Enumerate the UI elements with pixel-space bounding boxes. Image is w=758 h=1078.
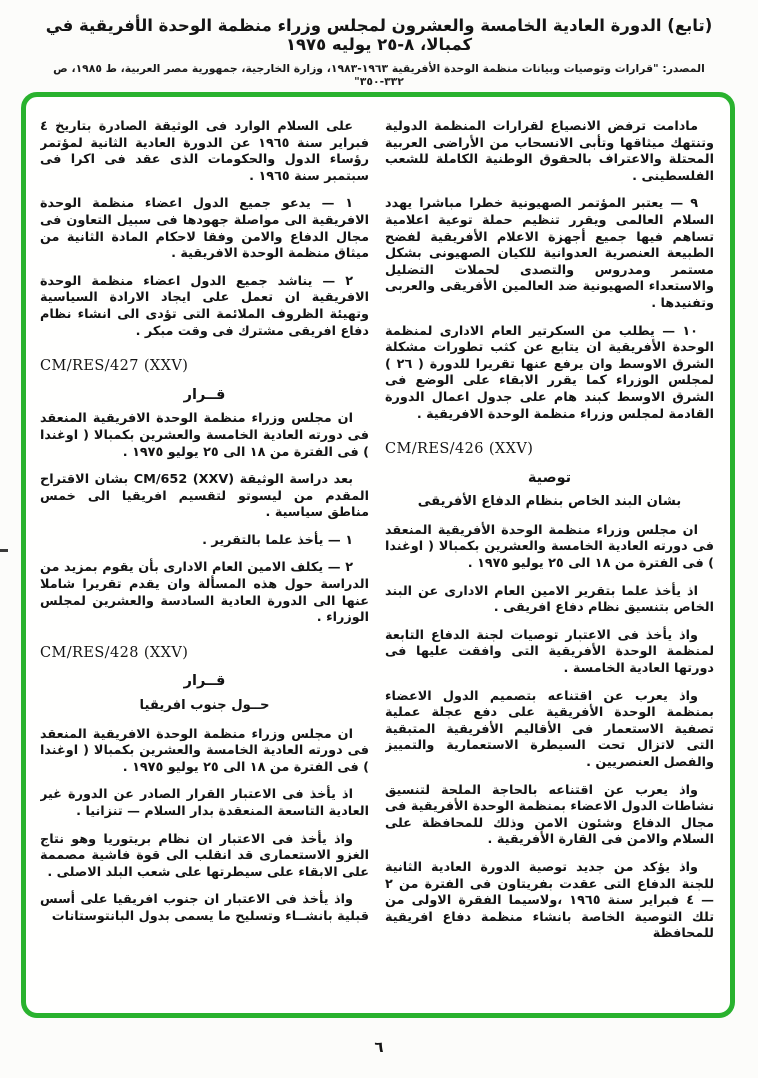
paragraph: ان مجلس وزراء منظمة الوحدة الأفريقية المنعقد فى دورته العادية الخامسة والعشرين بكمبالا ( اوغندا ) فى الفترة من ١٨ الى ٢٥ يوليو ١٩٧٥ .	[385, 522, 714, 572]
paragraph: ان مجلس وزراء منظمة الوحدة الافريقية المنعقد فى دورته العادية الخامسة والعشرين بكمبالا ( اوغندا ) فى الفترة من ١٨ الى ٢٥ يوليو ١٩٧٥ .	[40, 726, 369, 775]
paragraph: ١٠ — يطلب من السكرتير العام الادارى لمنظمة الوحدة الأفريقية ان يتابع عن كثب تطورات مشكلة الشرق الاوسط وان يرفع عنها تقريرا للدورة ( ٢٦ ) لمجلس الوزراء كما يقرر الابقاء على الوضع فى الشرق الاوسط كبند هام على جدول اعمال الدورة القادمة لمجلس وزراء منظمة الوحدة الافريقية .	[385, 323, 714, 422]
section-subheading: حــول جنوب افريقيا	[139, 698, 270, 714]
two-column-layout	[40, 119, 714, 1005]
paragraph: اذ يأخذ فى الاعتبار القرار الصادر عن الدورة غير العادية التاسعة المنعقدة بدار السلام — تنزانيا .	[40, 787, 369, 819]
paragraph: واذ يؤكد من جديد توصية الدورة العادية الثانية للجنة الدفاع التى عقدت بفريتاون فى الفترة من ٢ — ٤ فبراير سنة ١٩٦٥ ،ولاسيما الفقرة الاولى من تلك التوصية الخاصة بانشاء منظمة دفاع افريقية للمحافظة	[385, 859, 714, 942]
paragraph: ١ — يأخذ علما بالتقرير .	[202, 532, 353, 548]
paragraph: ٩ — يعتبر المؤتمر الصهيونية خطرا مباشرا يهدد السلام العالمى ويقرر تنظيم حملة توعية اعلامية تساهم فيها جميع أجهزة الاعلام الأفريقية لفضح الطبيعة العنصرية العدوانية للكيان الصهيونى بشكل مستمر ومدروس والتصدى لحملات التضليل والاستعداء الصهيونية ضد العالمين الأفريقى والعربى وتفنيدها .	[385, 196, 714, 311]
paragraph: ان مجلس وزراء منظمة الوحدة الافريقية المنعقد فى دورته العادية الخامسة والعشرين بكمبالا ( اوغندا ) فى الفترة من ١٨ الى ٢٥ يوليو ١٩٧٥ .	[40, 411, 369, 460]
paragraph: على السلام الوارد فى الوثيقة الصادرة بتاريخ ٤ فبراير سنة ١٩٦٥ عن الدورة العادية الثانية لمؤتمر رؤساء الدول والحكومات الذى عقد فى اكرا فى سبتمبر سنة ١٩٦٥ .	[40, 119, 369, 184]
column-left	[40, 119, 369, 1005]
paragraph: واذ يأخذ فى الاعتبار ان جنوب افريقيا على أسس قبلية بانشــاء وتسليح ما يسمى بدول البانتوستانات	[40, 892, 369, 924]
section-heading: قــرار	[183, 386, 226, 403]
paragraph: ٢ — يكلف الامين العام الادارى بأن يقوم بمزيد من الدراسة حول هذه المسألة وان يقدم تقريرا شاملا عنها الى الدورة العادية السادسة والعشرين لمجلس الوزراء .	[40, 560, 369, 626]
green-border-frame	[21, 92, 735, 1018]
document-reference: CM/RES/426 (XXV)	[385, 441, 534, 458]
paragraph: واذ يعرب عن اقتناعه بالحاجة الملحة لتنسيق نشاطات الدول الاعضاء بمنظمة الوحدة الأفريقية فى مجال الدفاع وشئون الامن وذلك للمحافظة على السلام والامن فى القارة الأفريقية .	[385, 782, 714, 848]
document-title: (تابع) الدورة العادية الخامسة والعشرون لمجلس وزراء منظمة الوحدة الأفريقية في كمبالا، ٨-٢٥ يوليه ١٩٧٥	[45, 16, 713, 54]
source-citation: المصدر: "قرارات وتوصيات وبيانات منظمة الوحدة الأفريقية ١٩٦٣-١٩٨٣، وزارة الخارجية، جمهورية مصر العربية، ط ١٩٨٥، ص ٣٣٢-٣٥٠"	[53, 62, 705, 88]
page-number: ٦	[374, 1038, 384, 1056]
paragraph: واذ يأخذ فى الاعتبار توصيات لجنة الدفاع التابعة لمنظمة الوحدة الأفريقية التى وافقت عليها فى دورتها العادية الخامسة .	[385, 627, 714, 677]
document-reference: CM/RES/427 (XXV)	[40, 358, 189, 375]
margin-mark	[0, 549, 8, 552]
paragraph: اذ يأخذ علما بتقرير الامين العام الادارى عن البند الخاص بتنسيق نظام دفاع افريقى .	[385, 583, 714, 616]
section-subheading: بشان البند الخاص بنظام الدفاع الأفريقى	[417, 494, 682, 510]
paragraph: ٢ — يناشد جميع الدول اعضاء منظمة الوحدة الافريقية ان تعمل على ايجاد الارادة السياسية وتهيئة الظروف الملائمة التى تؤدى الى انشاء نظام دفاع افريقى مشترك فى وقت مبكر .	[40, 273, 369, 339]
paragraph: واذ يعرب عن اقتناعه بتصميم الدول الاعضاء بمنظمة الوحدة الأفريقية على دفع عجلة عملية تصفية الاستعمار فى الأقاليم الأفريقية المتبقية التى لاتزال تحت السيطرة الاستعمارية والتمييز والفصل العنصريين .	[385, 688, 714, 770]
paragraph: ١ — يدعو جميع الدول اعضاء منظمة الوحدة الافريقية الى مواصلة جهودها فى سبيل التعاون فى مجال الدفاع والامن وفقا لاحكام المادة الثانية من ميثاق منظمة الوحدة الافريقية .	[40, 196, 369, 262]
section-heading: قــرار	[183, 673, 226, 690]
page-header	[28, 16, 730, 88]
column-right	[385, 119, 714, 1005]
document-reference: CM/RES/428 (XXV)	[40, 644, 189, 661]
section-heading: توصية	[527, 469, 572, 486]
paragraph: واذ يأخذ فى الاعتبار ان نظام بريتوريا وهو نتاج الغزو الاستعمارى قد انقلب الى قوة فاشية مصممة على الابقاء على سيطرتها على شعب البلد الاصلى .	[40, 831, 369, 880]
paragraph: مادامت ترفض الانصياع لقرارات المنظمة الدولية وتنتهك ميثاقها وتأبى الانسحاب من الأراضى العربية المحتلة والاعتراف بالحقوق الوطنية الكاملة للشعب الفلسطينى .	[385, 119, 714, 184]
paragraph: بعد دراسة الوثيقة CM/652 (XXV) بشان الاقتراح المقدم من ليسوتو لتقسيم افريقيا الى خمس مناطق سياسية .	[40, 472, 369, 521]
